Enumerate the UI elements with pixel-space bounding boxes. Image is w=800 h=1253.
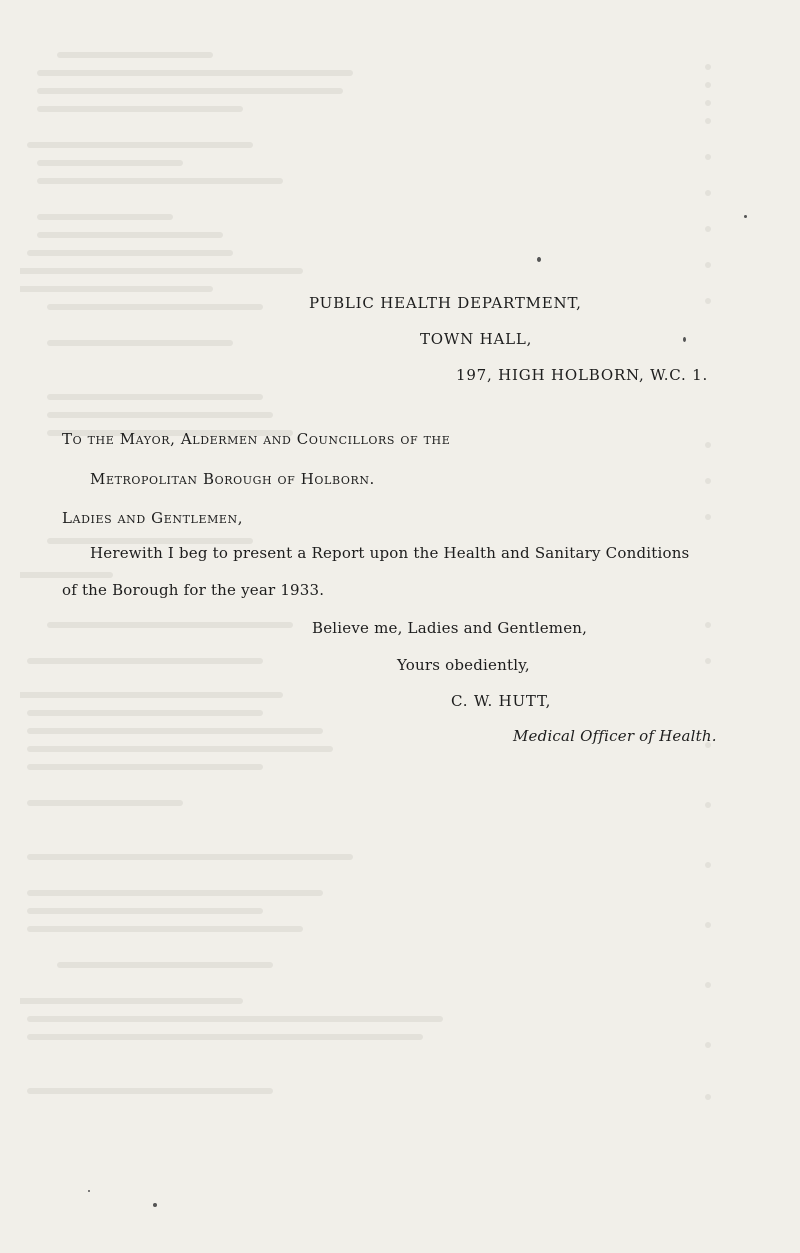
ink-speck xyxy=(88,1190,90,1192)
addressee-line-2: Metropolitan Borough of Holborn. xyxy=(90,470,375,488)
signatory-name: C. W. HUTT, xyxy=(451,692,552,710)
addressee-line-1: To the Mayor, Aldermen and Councillors of the xyxy=(62,430,451,448)
ink-speck xyxy=(537,257,541,262)
ink-speck xyxy=(744,215,747,218)
closing-line: Believe me, Ladies and Gentlemen, xyxy=(312,619,588,637)
body-line-1: Herewith I beg to present a Report upon the Health and Sanitary Conditions xyxy=(90,544,690,562)
bleed-index-lines xyxy=(20,45,740,1105)
signatory-title: Medical Officer of Health. xyxy=(513,727,717,745)
building-line: TOWN HALL, xyxy=(420,330,533,348)
valediction: Yours obediently, xyxy=(397,656,530,674)
body-line-2: of the Borough for the year 1933. xyxy=(62,581,325,599)
department-heading: PUBLIC HEALTH DEPARTMENT, xyxy=(309,294,582,312)
address-line: 197, HIGH HOLBORN, W.C. 1. xyxy=(456,366,709,384)
greeting: Ladies and Gentlemen, xyxy=(62,509,244,527)
ink-speck xyxy=(153,1203,157,1207)
ink-speck xyxy=(683,337,686,342)
bleed-lines-graphic xyxy=(20,45,740,1105)
